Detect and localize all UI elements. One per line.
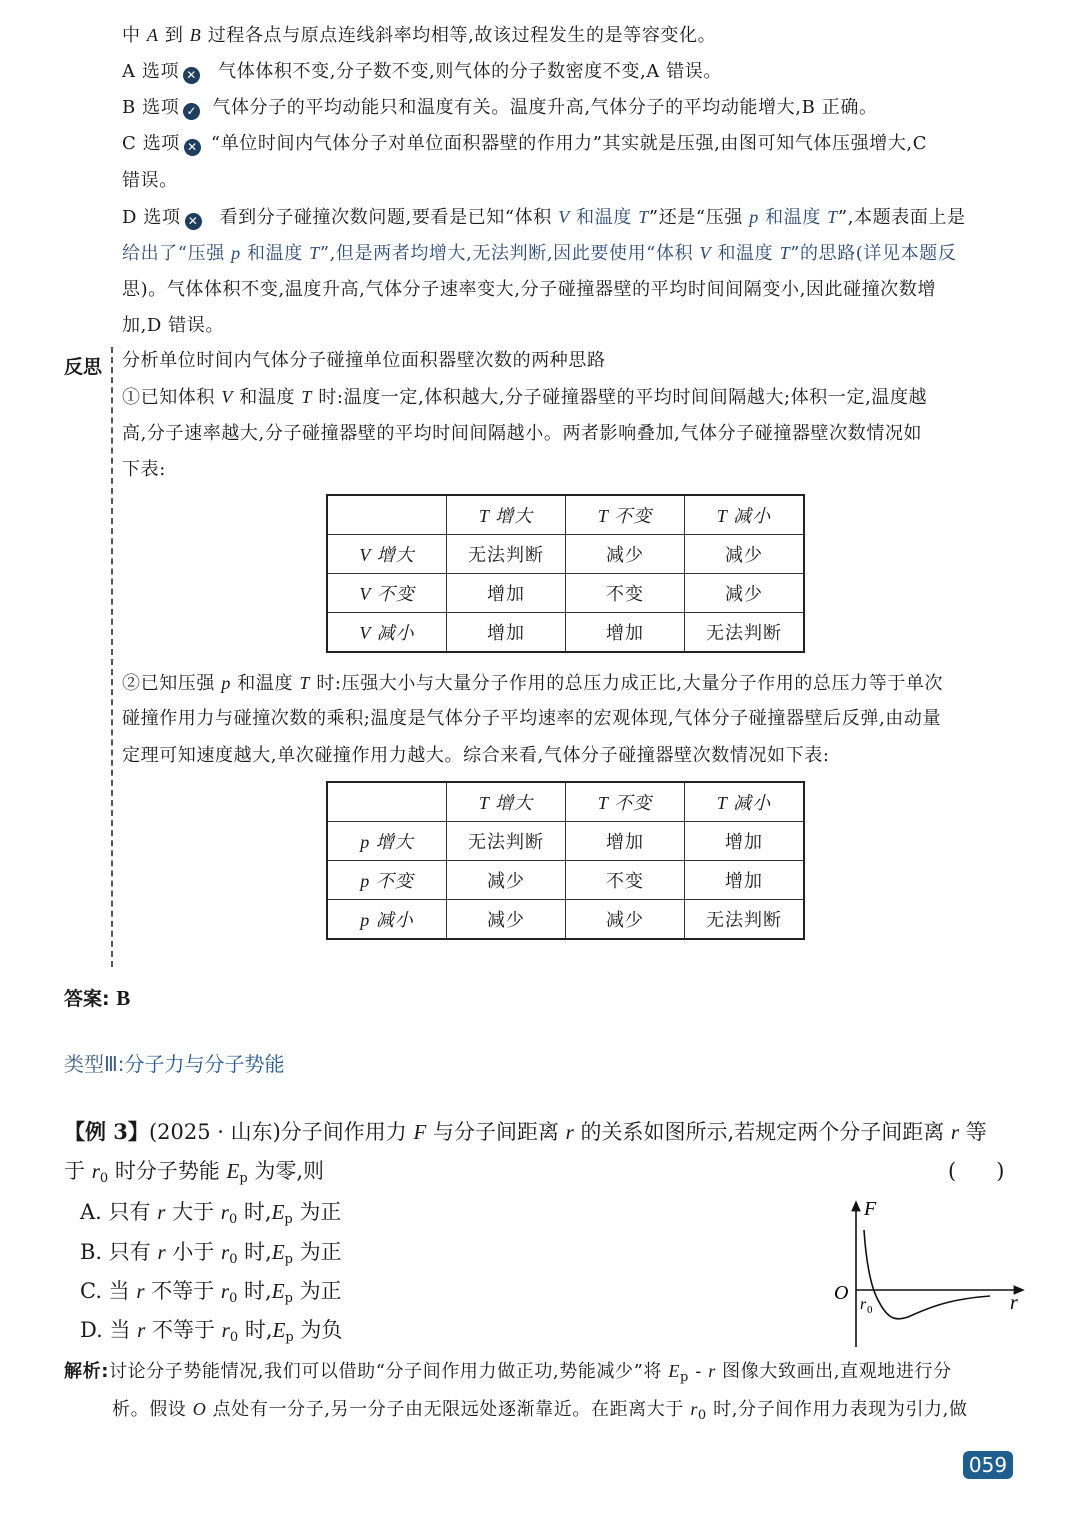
table-cell: 增加	[447, 574, 566, 613]
text: 时分子势能	[108, 1159, 227, 1183]
table-cell: 无法判断	[685, 900, 805, 940]
table-row	[327, 574, 804, 613]
text: 为正	[292, 1279, 342, 1303]
table-cell: 不变	[566, 574, 685, 613]
subscript: 0	[229, 1330, 239, 1345]
text: 讨论分子势能情况,我们可以借助“分子间作用力做正功,势能减少”将	[109, 1361, 669, 1382]
text: D. 当	[80, 1318, 138, 1342]
table-volume-temperature	[326, 494, 805, 653]
text: 为正	[292, 1200, 342, 1224]
text: 和温度	[569, 207, 639, 228]
text: 小于	[165, 1240, 222, 1264]
subscript: p	[285, 1330, 294, 1345]
row-header-cell: V 不变	[327, 574, 447, 613]
text: 不等于	[144, 1279, 221, 1303]
text: 时:压强大小与大量分子作用的总压力成正比,大量分子作用的总压力等于单次	[310, 673, 944, 694]
table-cell: 减少	[566, 900, 685, 940]
subscript: 0	[697, 1408, 707, 1423]
answer-label: 答案:	[64, 988, 110, 1010]
table-header-cell: T 减小	[685, 782, 805, 822]
var-o: O	[192, 1399, 207, 1419]
table-cell: 减少	[447, 900, 566, 940]
text: 和温度	[711, 243, 780, 264]
row-header-cell: p 增大	[327, 822, 447, 861]
force-curve	[864, 1230, 990, 1319]
check-circle-icon: ✓	[183, 103, 200, 120]
var-r: r	[565, 1120, 574, 1144]
text: 和温度	[230, 673, 300, 694]
text: 和温度	[758, 207, 828, 228]
answer	[64, 984, 130, 1011]
reflection-p2-line2: 碰撞作用力与碰撞次数的乘积;温度是气体分子平均速率的宏观体现,气体分子碰撞器壁后反弹,由动量	[122, 708, 942, 729]
text: 给出了“压强	[122, 243, 232, 264]
table-header-row	[327, 495, 804, 535]
text: 和温度	[232, 387, 302, 408]
subscript: p	[239, 1171, 248, 1186]
var-r0: r	[220, 1279, 230, 1303]
text: ①已知体积	[122, 387, 222, 408]
table-pressure-temperature	[326, 781, 805, 940]
text: 的关系如图所示,若规定两个分子间距离	[573, 1120, 951, 1144]
y-axis-label: F	[864, 1198, 877, 1220]
text: 大于	[165, 1200, 221, 1224]
subscript: p	[284, 1291, 293, 1306]
option-label: A 选项	[122, 61, 180, 82]
reflection-p2-line3: 定理可知速度越大,单次碰撞作用力越大。综合来看,气体分子碰撞器壁次数情况如下表:	[122, 745, 830, 766]
text: 和温度	[240, 243, 310, 264]
text: 为负	[293, 1318, 343, 1342]
reflection-title: 分析单位时间内气体分子碰撞单位面积器壁次数的两种思路	[122, 350, 606, 371]
text: ”,但是两者均增大,无法判断,因此要使用“体积	[319, 243, 700, 264]
cross-circle-icon: ✕	[184, 139, 201, 156]
text: 图像大致画出,直观地进行分	[715, 1361, 952, 1382]
cross-circle-icon: ✕	[185, 213, 202, 230]
var-p: p	[221, 673, 231, 693]
section-prefix: 类型Ⅲ:	[64, 1052, 125, 1076]
option-text: “单位时间内气体分子对单位面积器壁的作用力”其实就是压强,由图可知气体压强增大,C	[210, 133, 928, 154]
table-cell: 减少	[447, 861, 566, 900]
var-b: B	[189, 25, 202, 45]
r0-subscript: 0	[867, 1304, 873, 1316]
table-row	[327, 861, 804, 900]
var-v: V	[558, 207, 570, 227]
option-d-line3: 思)。气体体积不变,温度升高,气体分子速率变大,分子碰撞器壁的平均时间间隔变小,因此碰撞次数增	[122, 279, 937, 300]
reflection-tag: 反思	[64, 356, 103, 378]
answer-value: B	[116, 986, 131, 1010]
analysis-line1	[64, 1358, 952, 1391]
table-header-cell: T 增大	[447, 495, 566, 535]
option-text: 气体体积不变,分子数不变,则气体的分子数密度不变,A 错误。	[218, 61, 723, 82]
text: 点处有一分子,另一分子由无限远处逐渐靠近。在距离大于	[206, 1399, 691, 1420]
var-r: r	[708, 1361, 716, 1381]
text: 等	[959, 1120, 987, 1144]
subscript: 0	[229, 1291, 238, 1306]
option-label: B 选项	[122, 97, 180, 118]
var-t: T	[779, 243, 791, 263]
table-cell: 增加	[447, 613, 566, 653]
var-r0: r	[221, 1240, 230, 1264]
option-a	[122, 59, 722, 85]
var-r0: r	[91, 1159, 100, 1183]
text: 不等于	[145, 1318, 222, 1342]
var-r: r	[157, 1240, 166, 1264]
r0-label: r	[860, 1296, 867, 1313]
var-r0: r	[221, 1318, 230, 1342]
text: 时,	[237, 1200, 272, 1224]
section-title: 分子力与分子势能	[124, 1052, 285, 1076]
var-p: p	[749, 207, 759, 227]
text: ”的思路(详见本题反	[790, 243, 957, 264]
text: 为零,则	[247, 1159, 325, 1183]
text: 过程各点与原点连线斜率均相等,故该过程发生的是等容变化。	[201, 25, 717, 46]
subscript: p	[284, 1212, 293, 1227]
var-r0: r	[220, 1200, 229, 1224]
table-cell: 增加	[566, 613, 685, 653]
text: 看到分子碰撞次数问题,要看是已知“体积	[219, 207, 559, 228]
option-d-line2	[122, 240, 956, 267]
section-heading	[64, 1048, 285, 1077]
table-header-cell: T 不变	[566, 495, 685, 535]
example-question-line2	[64, 1156, 324, 1194]
table-cell	[327, 782, 447, 822]
choice-d[interactable]	[80, 1315, 342, 1353]
table-cell	[327, 495, 447, 535]
example-question-line1	[64, 1117, 987, 1147]
example-source: (2025 · 山东)	[148, 1120, 281, 1144]
table-header-cell: T 不变	[566, 782, 685, 822]
text: C. 当	[80, 1279, 137, 1303]
text: 于	[64, 1159, 92, 1183]
var-r: r	[136, 1279, 145, 1303]
var-r: r	[137, 1318, 146, 1342]
text: 时:温度一定,体积越大,分子碰撞器壁的平均时间间隔越大;体积一定,温度越	[312, 387, 928, 408]
text: ②已知压强	[122, 673, 222, 694]
text: 析。假设	[112, 1399, 193, 1420]
var-a: A	[146, 25, 159, 45]
text: ”还是“压强	[648, 207, 750, 228]
option-c-continuation: 错误。	[122, 170, 178, 191]
row-header-cell: V 减小	[327, 613, 447, 653]
choice-c[interactable]	[80, 1276, 342, 1314]
text: A. 只有	[80, 1200, 158, 1224]
subscript: 0	[99, 1171, 109, 1186]
analysis-line2	[112, 1396, 968, 1429]
text: 时,	[238, 1318, 273, 1342]
text: 中	[122, 25, 147, 46]
text: 时,	[237, 1279, 272, 1303]
option-c	[122, 131, 927, 157]
var-t: T	[827, 207, 838, 227]
text: B. 只有	[80, 1240, 158, 1264]
var-p: p	[231, 243, 241, 263]
analysis-tag: 解析:	[64, 1361, 109, 1382]
table-cell: 不变	[566, 861, 685, 900]
table-cell: 增加	[685, 822, 805, 861]
option-label: C 选项	[122, 133, 180, 154]
text: 到	[158, 25, 190, 46]
var-ep: E	[668, 1361, 680, 1381]
reflection-p1-line2: 高,分子速率越大,分子碰撞器壁的平均时间间隔越小。两者影响叠加,气体分子碰撞器壁次数情况如	[122, 423, 923, 444]
reflection-p1-line1	[122, 384, 927, 411]
var-t: T	[299, 673, 311, 693]
var-t: T	[309, 243, 320, 263]
var-t: T	[638, 207, 649, 227]
text: 分子间作用力	[280, 1120, 414, 1144]
var-r: r	[950, 1120, 960, 1144]
var-ep: E	[271, 1279, 285, 1303]
var-ep: E	[272, 1318, 286, 1342]
row-header-cell: p 不变	[327, 861, 447, 900]
choice-a[interactable]	[80, 1197, 341, 1235]
text: 时,分子间作用力表现为引力,做	[706, 1399, 968, 1420]
var-ep: E	[271, 1240, 285, 1264]
option-b	[122, 95, 878, 121]
text: 为正	[293, 1240, 342, 1264]
subscript: p	[284, 1252, 293, 1267]
choice-b[interactable]	[80, 1237, 342, 1275]
option-d-text-blue	[220, 207, 966, 228]
subscript: p	[679, 1370, 689, 1385]
intro-line	[122, 22, 716, 49]
text: 与分子间距离	[426, 1120, 566, 1144]
table-row	[327, 822, 804, 861]
example-label: 【例 3】	[64, 1119, 149, 1144]
x-axis-label: r	[1010, 1292, 1018, 1314]
table-header-cell: T 增大	[447, 782, 566, 822]
var-v: V	[221, 387, 233, 407]
reflection-p2-line1	[122, 670, 943, 697]
text: -	[688, 1361, 709, 1382]
cross-circle-icon: ✕	[183, 67, 200, 84]
table-cell: 增加	[685, 861, 805, 900]
table-header-row	[327, 782, 804, 822]
table-cell: 减少	[685, 574, 805, 613]
var-v: V	[699, 243, 712, 263]
table-cell: 增加	[566, 822, 685, 861]
table-cell: 无法判断	[447, 822, 566, 861]
table-row	[327, 613, 804, 653]
table-cell: 无法判断	[685, 613, 805, 653]
row-header-cell: p 减小	[327, 900, 447, 940]
subscript: 0	[228, 1212, 238, 1227]
table-row	[327, 900, 804, 940]
var-t: T	[301, 387, 313, 407]
var-ep: E	[226, 1159, 240, 1183]
answer-bracket: ( )	[948, 1159, 1005, 1183]
reflection-divider	[111, 347, 113, 967]
table-cell: 无法判断	[447, 535, 566, 574]
page-number: 059	[963, 1451, 1013, 1479]
reflection-p1-line3: 下表:	[122, 459, 166, 480]
text: 时,	[237, 1240, 272, 1264]
table-cell: 减少	[566, 535, 685, 574]
var-ep: E	[271, 1200, 285, 1224]
option-d	[122, 204, 966, 231]
var-r: r	[157, 1200, 166, 1224]
row-header-cell: V 增大	[327, 535, 447, 574]
subscript: 0	[229, 1252, 238, 1267]
option-label: D 选项	[122, 207, 181, 228]
table-header-cell: T 减小	[685, 495, 805, 535]
force-distance-graph	[830, 1195, 1030, 1355]
var-f: F	[413, 1120, 427, 1144]
origin-label: O	[834, 1282, 849, 1304]
var-r0: r	[690, 1399, 698, 1419]
table-row	[327, 535, 804, 574]
text: ”,本题表面上是	[837, 207, 966, 228]
table-cell: 减少	[685, 535, 805, 574]
option-d-line4: 加,D 错误。	[122, 315, 225, 336]
option-text: 气体分子的平均动能只和温度有关。温度升高,气体分子的平均动能增大,B 正确。	[212, 97, 878, 118]
